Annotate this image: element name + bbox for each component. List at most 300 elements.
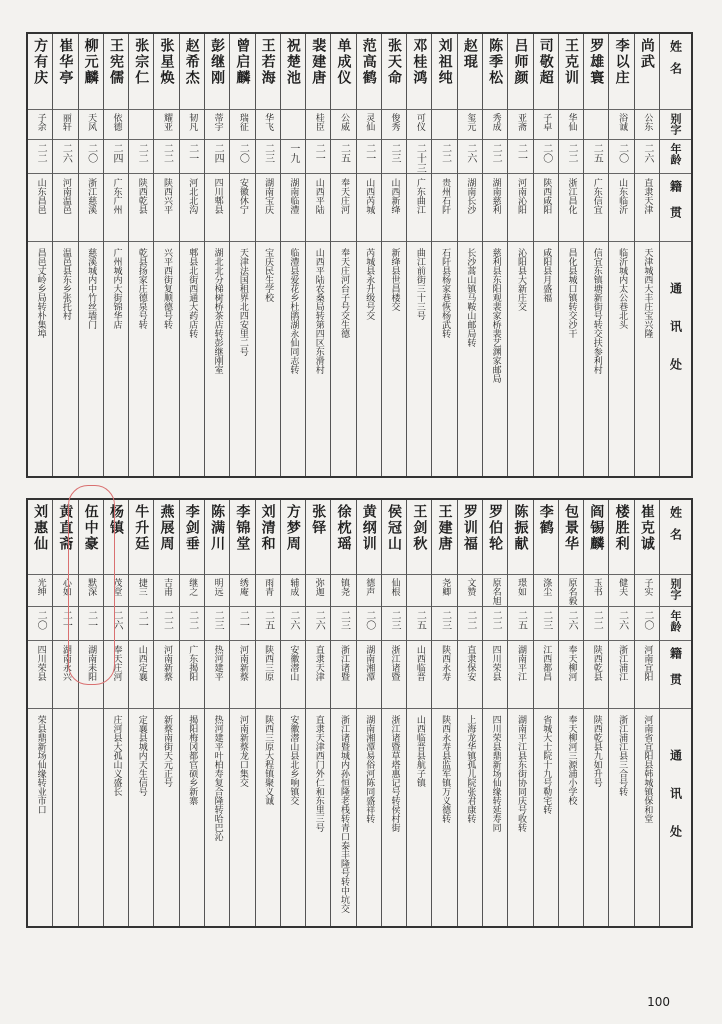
person-native: 湖南永兴	[60, 645, 71, 681]
person-address: 奉天庄河台子号交生德	[338, 248, 349, 338]
person-name: 包景华	[563, 504, 580, 552]
person-native: 广东信宜	[591, 178, 602, 214]
person-address: 定襄县城内天生信号	[136, 715, 147, 796]
person-alias-cell	[28, 110, 52, 140]
person-alias: 镇尧	[338, 578, 349, 596]
person-age-cell	[584, 607, 608, 641]
person-column	[431, 500, 456, 926]
roster-table-bottom	[26, 498, 693, 928]
person-age: 二三	[389, 143, 401, 163]
person-alias: 俊秀	[389, 113, 400, 131]
person-address-cell	[53, 242, 77, 476]
person-alias-cell	[104, 110, 128, 140]
person-name: 王宪儒	[107, 38, 124, 86]
person-address: 郫县北街西通大药店转	[187, 248, 198, 338]
person-alias: 玉书	[591, 578, 602, 596]
header-address-cell	[660, 242, 691, 476]
person-native: 陕西乾县	[136, 178, 147, 214]
person-native: 安徽休宁	[237, 178, 248, 214]
person-native-cell	[382, 641, 406, 709]
person-alias-cell	[382, 575, 406, 607]
person-age: 二一	[136, 610, 148, 630]
person-native: 广东曲江	[414, 178, 425, 214]
person-native: 浙江浦江	[617, 645, 628, 681]
header-native-cell	[660, 641, 691, 709]
person-native: 贵州石阡	[440, 178, 451, 214]
person-alias-cell	[635, 110, 659, 140]
person-address: 临澧县爱花乡杜鹃湖永仙同志转	[288, 248, 299, 374]
person-native-cell	[306, 641, 330, 709]
person-native-cell	[458, 641, 482, 709]
person-address-cell	[559, 242, 583, 476]
person-address: 兴平西街复顺德号转	[162, 248, 173, 329]
person-alias: 耀亚	[162, 113, 173, 131]
person-alias-cell	[357, 110, 381, 140]
person-address: 新蔡南街天元正号	[162, 715, 173, 787]
header-address: 通讯处	[668, 282, 683, 396]
person-alias: 瑞征	[237, 113, 248, 131]
person-name-cell	[357, 500, 381, 575]
person-column	[356, 34, 381, 476]
person-column	[482, 500, 507, 926]
person-address: 陕西乾县九如升号	[591, 715, 602, 787]
person-age-cell	[432, 140, 456, 174]
person-alias-cell	[306, 110, 330, 140]
person-column	[457, 500, 482, 926]
header-native-cell	[660, 174, 691, 242]
person-age: 二三	[212, 610, 224, 630]
person-column	[128, 34, 153, 476]
person-age-cell	[483, 607, 507, 641]
person-name: 邓桂鸿	[411, 38, 428, 86]
person-column	[229, 500, 254, 926]
person-address-cell	[382, 242, 406, 476]
person-alias-cell	[230, 575, 254, 607]
person-address: 浙江诸暨城内孙恒隆老栈转青口泰丰隆号转中坑交	[338, 715, 349, 913]
person-name-cell	[104, 34, 128, 110]
person-column	[507, 500, 532, 926]
person-name: 罗伯轮	[487, 504, 504, 552]
person-address: 湖南平江县东街协同庆号收转	[515, 715, 526, 832]
person-age: 二六	[110, 610, 122, 630]
person-native-cell	[559, 174, 583, 242]
person-alias: 健夫	[617, 578, 628, 596]
person-age-cell	[230, 607, 254, 641]
person-name: 司敬超	[537, 38, 554, 86]
person-column	[305, 500, 330, 926]
person-address-cell	[281, 242, 305, 476]
person-alias: 尧卿	[440, 578, 451, 596]
person-name-cell	[230, 34, 254, 110]
person-age: 二〇	[85, 143, 97, 163]
person-alias: 子实	[642, 578, 653, 596]
person-address: 慈利县东阳观裴家桥裴艺渊家邮局	[490, 248, 501, 383]
person-native-cell	[129, 641, 153, 709]
person-column	[330, 34, 355, 476]
person-column	[52, 500, 77, 926]
person-address: 天津法国租界北四安里二号	[237, 248, 248, 356]
person-age: 二一	[515, 143, 527, 163]
person-address: 信宜东镇塘新街号转交扶参利村	[591, 248, 602, 374]
person-native-cell	[104, 174, 128, 242]
person-name-cell	[53, 34, 77, 110]
person-name-cell	[483, 500, 507, 575]
person-native: 山西芮城	[364, 178, 375, 214]
person-age: 二六	[464, 143, 476, 163]
person-alias: 绣庵	[237, 578, 248, 596]
person-native-cell	[180, 641, 204, 709]
person-native-cell	[281, 174, 305, 242]
person-age: 二三	[389, 610, 401, 630]
person-address-cell	[584, 242, 608, 476]
person-age: 二一	[313, 143, 325, 163]
person-name-cell	[382, 34, 406, 110]
person-alias: 捷三	[136, 578, 147, 596]
person-column	[406, 500, 431, 926]
person-address-cell	[635, 242, 659, 476]
person-age: 二五	[262, 610, 274, 630]
person-name-cell	[205, 500, 229, 575]
person-alias-cell	[306, 575, 330, 607]
person-address: 安徽潜山县北乡响镇交	[288, 715, 299, 805]
person-age-cell	[382, 140, 406, 174]
person-native-cell	[609, 174, 633, 242]
person-native: 河南新蔡	[162, 645, 173, 681]
person-address-cell	[154, 709, 178, 926]
person-column	[634, 34, 659, 476]
person-age-cell	[306, 607, 330, 641]
person-native-cell	[230, 174, 254, 242]
person-age-cell	[79, 140, 103, 174]
person-name: 王若海	[259, 38, 276, 86]
person-name: 李以庄	[613, 38, 630, 86]
person-age: 二二	[161, 143, 173, 163]
person-address-cell	[458, 709, 482, 926]
header-column	[659, 500, 691, 926]
person-address: 湖北北分梯树桥茶店转彭继刚室	[212, 248, 223, 374]
person-age: 二二	[566, 143, 578, 163]
person-name: 刘清和	[259, 504, 276, 552]
person-native: 陕西咸阳	[541, 178, 552, 214]
person-column	[608, 500, 633, 926]
person-alias: 吉甫	[162, 578, 173, 596]
person-address: 陕西永寿县监军镇万义德转	[440, 715, 451, 823]
person-name: 李剑垂	[183, 504, 200, 552]
person-name-cell	[609, 34, 633, 110]
person-native: 湖南湘潭	[364, 645, 375, 681]
header-column	[659, 34, 691, 476]
person-age: 二〇	[237, 143, 249, 163]
person-name-cell	[104, 500, 128, 575]
person-address-cell	[559, 709, 583, 926]
person-name-cell	[306, 500, 330, 575]
person-native: 河南新蔡	[237, 645, 248, 681]
person-native: 陕西三原	[263, 645, 274, 681]
person-alias: 华仙	[566, 113, 577, 131]
person-name: 侯冠山	[386, 504, 403, 552]
person-name-cell	[432, 34, 456, 110]
person-alias-cell	[28, 575, 52, 607]
person-alias-cell	[129, 110, 153, 140]
person-name-cell	[306, 34, 330, 110]
person-age-cell	[331, 140, 355, 174]
person-column	[28, 500, 52, 926]
person-name-cell	[281, 500, 305, 575]
person-name: 彭继刚	[209, 38, 226, 86]
person-address-cell	[508, 242, 532, 476]
person-address-cell	[432, 242, 456, 476]
person-address-cell	[534, 709, 558, 926]
header-age: 年龄	[669, 143, 682, 165]
person-column	[128, 500, 153, 926]
person-address: 庄河县大孤山义盛长	[111, 715, 122, 796]
person-column	[431, 34, 456, 476]
person-alias-cell	[584, 110, 608, 140]
person-name-cell	[28, 34, 52, 110]
person-name: 王克训	[563, 38, 580, 86]
person-alias-cell	[180, 575, 204, 607]
person-native: 江西都昌	[541, 645, 552, 681]
person-name-cell	[508, 34, 532, 110]
person-name-cell	[154, 500, 178, 575]
header-alias: 别字	[669, 113, 682, 135]
person-name: 裴建唐	[310, 38, 327, 86]
person-age: 二〇	[641, 610, 653, 630]
person-name: 尚武	[638, 38, 655, 70]
person-address-cell	[79, 709, 103, 926]
person-address: 荣县鼎新场仙缘转业市口	[35, 715, 46, 814]
person-column	[179, 500, 204, 926]
person-alias: 子卓	[541, 113, 552, 131]
roster-table-top	[26, 32, 693, 478]
person-address-cell	[256, 709, 280, 926]
person-alias-cell	[331, 575, 355, 607]
person-native-cell	[382, 174, 406, 242]
person-alias: 灵仙	[364, 113, 375, 131]
person-alias: 丽轩	[60, 113, 71, 131]
person-address-cell	[205, 709, 229, 926]
person-address-cell	[382, 709, 406, 926]
person-native-cell	[458, 174, 482, 242]
person-age: 二〇	[35, 610, 47, 630]
person-native-cell	[407, 641, 431, 709]
person-age: 二二	[161, 610, 173, 630]
person-name: 崔克诚	[638, 504, 655, 552]
person-age: 二三	[540, 610, 552, 630]
person-column	[153, 500, 178, 926]
person-alias: 秀成	[490, 113, 501, 131]
person-age: 二五	[515, 610, 527, 630]
person-name: 曾启麟	[234, 38, 251, 86]
person-alias-cell	[180, 110, 204, 140]
person-native-cell	[483, 641, 507, 709]
person-alias: 子余	[35, 113, 46, 131]
person-native-cell	[306, 174, 330, 242]
person-age-cell	[256, 140, 280, 174]
person-name-cell	[79, 34, 103, 110]
person-name-cell	[584, 500, 608, 575]
person-age-cell	[104, 607, 128, 641]
person-column	[153, 34, 178, 476]
person-address-cell	[129, 242, 153, 476]
header-address-cell	[660, 709, 691, 926]
person-age-cell	[154, 607, 178, 641]
person-alias: 公东	[642, 113, 653, 131]
person-age: 二〇	[363, 610, 375, 630]
person-name: 李鹤	[537, 504, 554, 536]
person-column	[52, 34, 77, 476]
person-address: 芮城县永升级号交	[364, 248, 375, 320]
person-alias: 华飞	[263, 113, 274, 131]
person-address-cell	[609, 709, 633, 926]
person-age: 二〇	[540, 143, 552, 163]
person-alias: 璟如	[515, 578, 526, 596]
header-name-cell	[660, 34, 691, 110]
person-native: 山西平陆	[313, 178, 324, 214]
person-alias-cell	[635, 575, 659, 607]
person-address-cell	[180, 709, 204, 926]
person-address-cell	[281, 709, 305, 926]
person-address-cell	[28, 242, 52, 476]
person-age-cell	[584, 140, 608, 174]
person-column	[583, 34, 608, 476]
person-alias-cell	[154, 575, 178, 607]
person-address: 天津城西大丰庄宝兴隆	[642, 248, 653, 338]
person-column	[78, 34, 103, 476]
person-alias: 韧凡	[187, 113, 198, 131]
person-column	[381, 500, 406, 926]
person-alias-cell	[53, 110, 77, 140]
person-address-cell	[407, 242, 431, 476]
person-column	[280, 34, 305, 476]
person-native-cell	[104, 641, 128, 709]
person-age-cell	[508, 607, 532, 641]
person-native: 四川荣县	[490, 645, 501, 681]
person-alias-cell	[407, 110, 431, 140]
header-native: 籍贯	[668, 647, 683, 699]
person-age: 二二	[439, 143, 451, 163]
person-name-cell	[432, 500, 456, 575]
person-alias-cell	[154, 110, 178, 140]
person-native: 湖南耒阳	[86, 645, 97, 681]
person-age: 二六	[641, 143, 653, 163]
person-native: 湖南临澧	[288, 178, 299, 214]
person-name: 黄纲训	[360, 504, 377, 552]
person-age-cell	[407, 607, 431, 641]
person-native-cell	[256, 641, 280, 709]
person-native-cell	[584, 641, 608, 709]
person-name: 赵希杰	[183, 38, 200, 86]
person-age-cell	[205, 607, 229, 641]
person-native-cell	[635, 641, 659, 709]
person-native-cell	[53, 174, 77, 242]
person-column	[179, 34, 204, 476]
person-column	[558, 34, 583, 476]
person-native-cell	[331, 174, 355, 242]
person-native-cell	[205, 641, 229, 709]
person-name: 柳元麟	[82, 38, 99, 86]
person-age: 二六	[566, 610, 578, 630]
person-alias-cell	[104, 575, 128, 607]
person-native: 河南沁阳	[515, 178, 526, 214]
person-alias-cell	[483, 110, 507, 140]
person-name: 崔华亭	[57, 38, 74, 86]
person-age: 二三	[439, 610, 451, 630]
person-alias-cell	[534, 575, 558, 607]
person-name-cell	[331, 500, 355, 575]
person-name: 杨镇	[107, 504, 124, 536]
person-address: 热河建平叶柏寿复合隆转哈巴沁	[212, 715, 223, 841]
person-alias: 默深	[86, 578, 97, 596]
person-age-cell	[53, 140, 77, 174]
person-alias-cell	[609, 110, 633, 140]
person-address-cell	[483, 242, 507, 476]
person-address: 四川荣县鼎新场仙缘转延寿同	[490, 715, 501, 832]
person-column	[28, 34, 52, 476]
person-column	[406, 34, 431, 476]
person-address-cell	[104, 709, 128, 926]
person-native: 浙江慈溪	[86, 178, 97, 214]
person-age: 二五	[591, 143, 603, 163]
person-column	[533, 500, 558, 926]
person-name: 方有庆	[32, 38, 49, 86]
person-age: 二一	[60, 610, 72, 630]
person-alias: 文赞	[465, 578, 476, 596]
person-native-cell	[635, 174, 659, 242]
person-native: 四川郫县	[212, 178, 223, 214]
person-native-cell	[28, 641, 52, 709]
person-native: 山东临沂	[617, 178, 628, 214]
person-native-cell	[508, 641, 532, 709]
person-name-cell	[205, 34, 229, 110]
person-age-cell	[28, 607, 52, 641]
person-name: 刘祖纯	[436, 38, 453, 86]
person-age-cell	[180, 140, 204, 174]
person-name: 吕师颜	[512, 38, 529, 86]
person-age: 一九	[287, 143, 299, 163]
person-age: 二二	[186, 610, 198, 630]
person-native: 山西新绛	[389, 178, 400, 214]
person-native-cell	[483, 174, 507, 242]
person-alias: 明远	[212, 578, 223, 596]
person-age: 二二	[35, 143, 47, 163]
person-native: 山东昌邑	[35, 178, 46, 214]
person-native: 直隶天津	[642, 178, 653, 214]
person-address: 长沙蒿山镇马鞍山邮局转	[465, 248, 476, 347]
person-address: 河南省宜阳县韩城镇保和堂	[642, 715, 653, 823]
person-alias: 蒂宇	[212, 113, 223, 131]
person-name-cell	[129, 500, 153, 575]
person-native: 浙江诸暨	[338, 645, 349, 681]
person-name-cell	[281, 34, 305, 110]
person-alias-cell	[609, 575, 633, 607]
person-native: 山西临晋	[414, 645, 425, 681]
person-address-cell	[432, 709, 456, 926]
person-age-cell	[432, 607, 456, 641]
person-name: 陈振献	[512, 504, 529, 552]
person-name: 徐枕瑶	[335, 504, 352, 552]
person-native-cell	[508, 174, 532, 242]
person-alias-cell	[559, 110, 583, 140]
person-address-cell	[331, 709, 355, 926]
person-native: 四川荣县	[35, 645, 46, 681]
person-name-cell	[407, 34, 431, 110]
person-column	[305, 34, 330, 476]
person-native-cell	[609, 641, 633, 709]
person-age: 二二	[464, 610, 476, 630]
person-name: 范高鹤	[360, 38, 377, 86]
person-age-cell	[281, 140, 305, 174]
